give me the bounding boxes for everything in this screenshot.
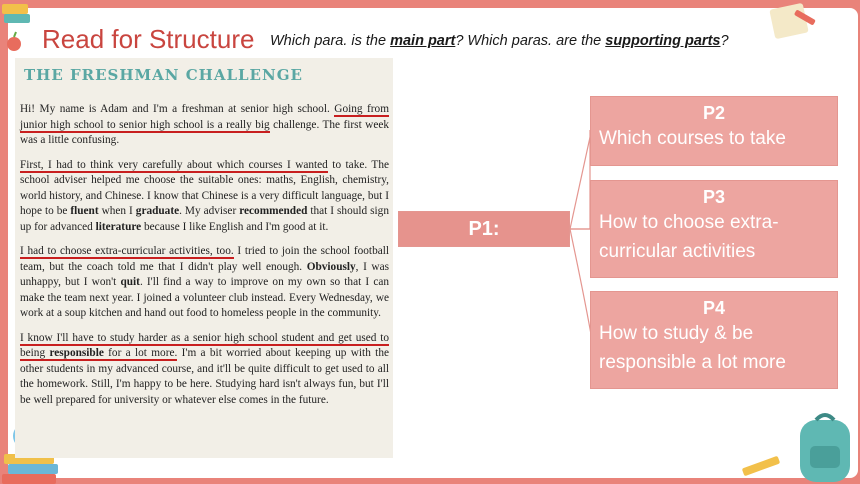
branch-label: P2 <box>702 103 726 123</box>
p2-topic-sentence: First, I had to think very carefully about which courses I wanted <box>20 158 328 171</box>
p1-rest-text: challenge. The first week was a little confusing. <box>20 118 390 146</box>
branch-text: Which courses to take <box>599 128 786 149</box>
question-part-b: ? Which paras. are the <box>455 33 606 49</box>
p3-bold-word: quit <box>120 276 140 288</box>
passage-title: THE FRESHMAN CHALLENGE <box>24 66 303 84</box>
p2-bold-word: recommended <box>239 205 308 217</box>
branch-text: How to study & be responsible a lot more <box>599 323 786 373</box>
question-part-a: Which para. is the <box>270 33 391 49</box>
p1-topic-sentence: Going from junior high school to senior high school is a really big <box>20 103 389 131</box>
p2-text-d: that I should sign up for advanced <box>20 205 389 233</box>
p2-text-a: to take. The school adviser helped me choose the suitable ones: maths, English, chemistry, world history, and Chinese. I know that Chinese is a very difficult language, but I hope to be <box>20 158 390 217</box>
p1-intro-text: Hi! My name is Adam and I'm a freshman at senior high school. <box>20 103 335 115</box>
connector-p4 <box>570 229 592 340</box>
root-node-p1 <box>398 211 570 274</box>
p3-bold-word: Obviously <box>306 260 356 273</box>
p3-text-b: , I was unhappy, but I won't <box>20 260 389 288</box>
main-part-emphasis: main part <box>390 33 456 49</box>
question-part-c: ? <box>720 33 729 49</box>
p2-bold-word: literature <box>95 220 142 233</box>
branch-node-p2 <box>590 96 838 166</box>
branch-node-p3 <box>590 180 838 278</box>
p2-text-b: when I <box>98 205 136 217</box>
p4-bold-word: responsible <box>49 347 104 359</box>
p3-topic-sentence: I had to choose extra-curricular activities, too. <box>20 245 234 257</box>
branch-label: P3 <box>702 187 726 207</box>
p2-text-c: . My adviser <box>179 205 240 217</box>
root-node-label: P1: <box>468 218 500 240</box>
connector-p2-curve <box>570 128 592 229</box>
branch-label: P4 <box>702 298 726 318</box>
p2-text-e: because I like English and I'm good at it. <box>141 220 329 233</box>
p2-bold-word: graduate <box>135 205 180 217</box>
p3-text-c: . I'll find a way to improve on my own so that I can make the team next year. I joined a volunteer club instead. Every Wednesday, we work at a soup kitchen and hand out food to homeless people in the community. <box>20 276 389 319</box>
p4-topic-sentence: I know I'll have to study harder as a senior high school student and get used to being <box>20 331 389 359</box>
root-node-text: Challenge <box>438 252 530 274</box>
supporting-parts-emphasis: supporting parts <box>605 33 721 49</box>
page-title: Read for Structure <box>42 24 255 54</box>
p3-text-a: I tried to join the school football team, but the coach told me that I didn't play well enough. <box>20 245 390 273</box>
p4-topic-sentence-end: for a lot more. <box>103 347 178 359</box>
p4-rest-text: I'm a bit worried about keeping up with the other students in my advanced course, and it'll be quite difficult to get used to all the homework. Still, I'm happy to be here. Studying hard isn't always fun, but I'll be well prepared for university or whatever else comes in the future. <box>20 347 389 406</box>
branch-text: How to choose extra-curricular activities <box>599 212 779 262</box>
branch-node-p4 <box>590 291 838 389</box>
root-node-content <box>399 212 569 280</box>
p2-bold-word: fluent <box>70 205 99 217</box>
